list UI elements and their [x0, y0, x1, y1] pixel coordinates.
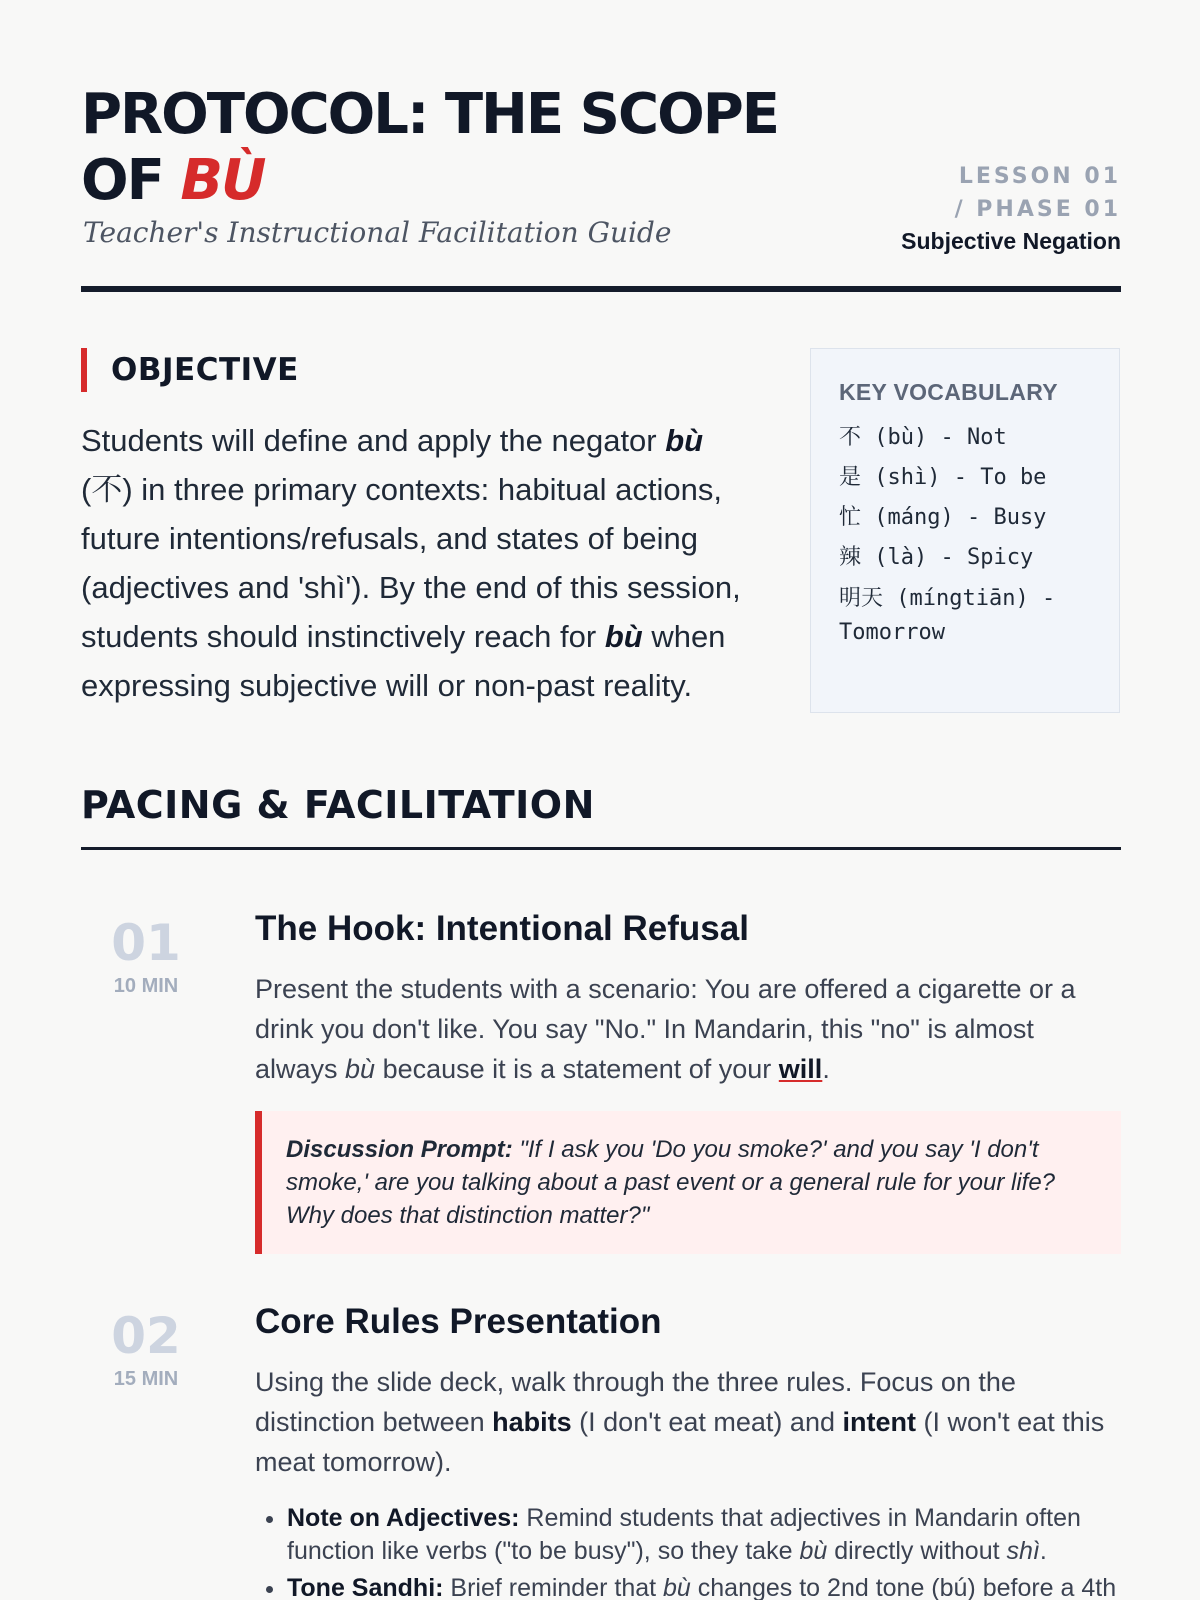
step-text-part: .	[822, 1054, 830, 1084]
note-text-part: directly without	[827, 1537, 1007, 1565]
note-text-part: Brief reminder that	[443, 1574, 664, 1600]
vocabulary-item: 不 (bù) - Not	[839, 425, 1007, 450]
page-title-main: PROTOCOL: THE SCOPE OF	[81, 82, 778, 213]
objective-term: bù	[604, 619, 643, 654]
objective-text	[81, 416, 761, 710]
step-number: 01	[111, 914, 181, 972]
discussion-prompt	[255, 1111, 1121, 1254]
page-subtitle: Teacher's Instructional Facilitation Guide	[83, 216, 672, 249]
page-title	[81, 82, 841, 214]
step-title: Core Rules Presentation	[255, 1302, 662, 1341]
note-term: bù	[663, 1574, 691, 1600]
step-body	[255, 905, 1121, 1254]
vocabulary-item: 辣 (là) - Spicy	[839, 545, 1034, 570]
objective-heading: OBJECTIVE	[81, 348, 761, 392]
lesson-subtitle: Subjective Negation	[901, 228, 1121, 254]
note-term: shì	[1006, 1537, 1040, 1565]
note-label: Tone Sandhi:	[287, 1574, 444, 1600]
lesson-info	[901, 160, 1121, 255]
step-title: The Hook: Intentional Refusal	[255, 909, 749, 948]
key-vocabulary-panel	[810, 348, 1120, 713]
step-duration: 10 MIN	[113, 975, 179, 997]
objective-text-part: when expressing subjective will or non-past reality.	[81, 619, 726, 703]
pacing-heading: PACING & FACILITATION	[81, 783, 595, 827]
header-divider	[81, 286, 1121, 292]
step-emphasis: will	[778, 1054, 823, 1084]
page-title-accent: BÙ	[180, 148, 265, 213]
discussion-prompt-text: "If I ask you 'Do you smoke?' and you say 'I don't smoke,' are you talking about a past event or a general rule for your life? Why does that distinction matter?"	[286, 1136, 1056, 1229]
step-text-part: Present the students with a scenario: You are offered a cigarette or a drink you don't like. You say "No." In Mandarin, this "no" is almost always	[255, 974, 1076, 1084]
vocabulary-item: 是 (shì) - To be	[839, 465, 1047, 490]
objective-section	[81, 348, 761, 710]
note-text-part: .	[1039, 1537, 1047, 1565]
note-term: bù	[799, 1537, 828, 1565]
step-text	[255, 969, 1121, 1089]
step-bold-term: intent	[842, 1407, 916, 1437]
step-text	[255, 1362, 1121, 1482]
discussion-prompt-label: Discussion Prompt:	[286, 1136, 513, 1163]
objective-term: bù	[665, 423, 704, 458]
note-tone-sandhi	[287, 1572, 1121, 1600]
page-header	[81, 82, 1121, 254]
objective-text-part: Students will define and apply the negator	[81, 423, 666, 458]
step-meta	[81, 915, 211, 998]
vocabulary-item: 忙 (máng) - Busy	[839, 505, 1047, 530]
note-text-part: changes to 2nd tone (bú) before a 4th	[690, 1574, 1117, 1600]
step-text-part: because it is a statement of your	[375, 1054, 779, 1084]
note-adjectives	[287, 1502, 1121, 1568]
note-label: Note on Adjectives:	[287, 1504, 520, 1532]
objective-text-part: (不) in three primary contexts: habitual actions, future intentions/refusals, and states of being (adjectives and 'shì'). By the end of this session, students should instinctively reach for	[81, 472, 741, 654]
vocabulary-list	[839, 418, 1091, 650]
step-meta	[81, 1308, 211, 1391]
step-text-part: Using the slide deck, walk through the three rules. Focus on the distinction between	[255, 1367, 1016, 1437]
key-vocabulary-title: KEY VOCABULARY	[839, 379, 1058, 405]
step-bold-term: habits	[492, 1407, 572, 1437]
step-body	[255, 1298, 1121, 1600]
step-text-part: (I won't eat this meat tomorrow).	[255, 1407, 1105, 1477]
step-text-part: (I don't eat meat) and	[571, 1407, 843, 1437]
step-number: 02	[111, 1307, 181, 1365]
lesson-id: LESSON 01 / PHASE 01	[954, 164, 1121, 222]
note-text-part: Remind students that adjectives in Mandarin often function like verbs ("to be busy"), so they take	[287, 1504, 1081, 1565]
pacing-divider	[81, 847, 1121, 850]
step-notes-list	[255, 1502, 1121, 1600]
step-term: bù	[345, 1054, 376, 1084]
step-duration: 15 MIN	[113, 1368, 179, 1390]
vocabulary-item: 明天 (míngtiān) - Tomorrow	[839, 586, 1056, 645]
